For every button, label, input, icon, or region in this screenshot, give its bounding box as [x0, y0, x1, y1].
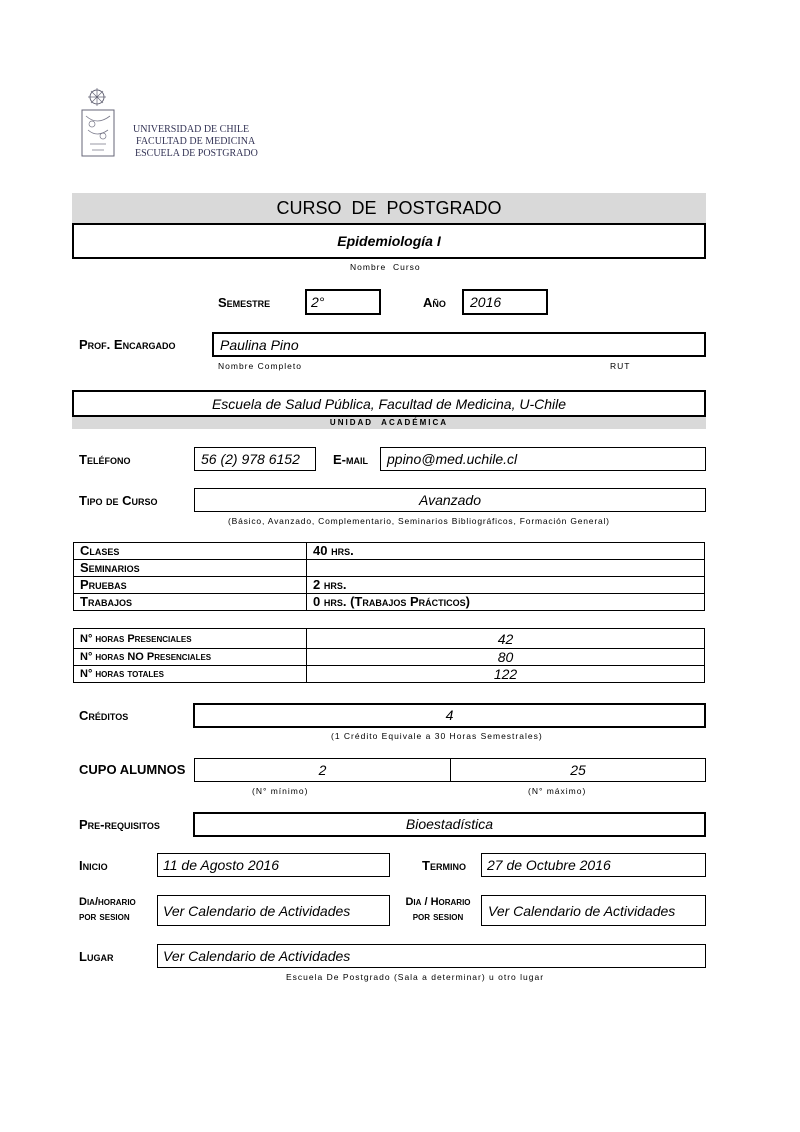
- cupo-max-field[interactable]: [450, 758, 706, 782]
- hours-value: [307, 560, 705, 577]
- anio-label: Año: [423, 295, 446, 310]
- table-row: [74, 543, 705, 560]
- tipo-field[interactable]: [194, 488, 706, 512]
- hours-value: 2 hrs.: [307, 577, 705, 594]
- totals-value: 122: [307, 666, 705, 683]
- email-field[interactable]: [380, 447, 706, 471]
- hours-totals-table: [73, 628, 705, 683]
- table-row: [74, 649, 705, 666]
- totals-label: N° horas NO Presenciales: [74, 649, 307, 666]
- inicio-value: 11 de Agosto 2016: [163, 857, 279, 873]
- unidad-field[interactable]: [72, 390, 706, 417]
- semestre-label: Semestre: [218, 295, 271, 310]
- unidad-caption-bar: [72, 417, 706, 429]
- profesor-label: Prof. Encargado: [79, 337, 176, 352]
- cupo-min-caption: (N° mínimo): [252, 786, 309, 796]
- institution-line3: ESCUELA DE POSTGRADO: [135, 148, 258, 159]
- university-seal-logo: [80, 86, 120, 162]
- inicio-label: Inicio: [79, 858, 108, 873]
- creditos-value: 4: [445, 707, 454, 723]
- cupo-max-value: 25: [570, 762, 586, 778]
- telefono-field[interactable]: [194, 447, 316, 471]
- horario1-value: Ver Calendario de Actividades: [163, 903, 351, 919]
- horario2-label: [397, 895, 479, 925]
- anio-value: 2016: [470, 294, 502, 310]
- hours-label: Seminarios: [74, 560, 307, 577]
- horario2-field[interactable]: [481, 895, 706, 926]
- tipo-value: Avanzado: [418, 492, 481, 508]
- unidad-value: Escuela de Salud Pública, Facultad de Medicina, U-Chile: [211, 396, 567, 412]
- horario1-field[interactable]: [157, 895, 390, 926]
- form-title: CURSO DE POSTGRADO: [276, 198, 502, 218]
- profesor-value: Paulina Pino: [220, 337, 299, 353]
- anio-field[interactable]: [462, 289, 548, 315]
- inicio-field[interactable]: [157, 853, 390, 877]
- prerequisitos-label: Pre-requisitos: [79, 817, 160, 832]
- telefono-label: Teléfono: [79, 452, 131, 467]
- lugar-caption: Escuela De Postgrado (Sala a determinar) u otro lugar: [286, 972, 545, 982]
- course-name-field[interactable]: [72, 223, 706, 259]
- cupo-min-value: 2: [318, 762, 327, 778]
- totals-label: N° horas totales: [74, 666, 307, 683]
- cupo-max-caption: (N° máximo): [528, 786, 587, 796]
- creditos-caption: (1 Crédito Equivale a 30 Horas Semestrales): [331, 731, 543, 741]
- creditos-field[interactable]: [193, 703, 706, 728]
- prerequisitos-field[interactable]: [193, 812, 706, 837]
- lugar-label: Lugar: [79, 949, 114, 964]
- semestre-field[interactable]: [305, 289, 381, 315]
- email-label: E-mail: [333, 452, 368, 467]
- hours-label: Clases: [74, 543, 307, 560]
- hours-breakdown-table: [73, 542, 705, 611]
- profesor-rut-caption: RUT: [610, 361, 631, 371]
- institution-name: [133, 124, 258, 160]
- tipo-label: Tipo de Curso: [79, 493, 158, 508]
- table-row: [74, 666, 705, 683]
- termino-field[interactable]: [481, 853, 706, 877]
- totals-value: 42: [307, 629, 705, 649]
- profesor-name-caption: Nombre Completo: [218, 361, 302, 371]
- cupo-label: CUPO ALUMNOS: [79, 762, 186, 777]
- horario2-value: Ver Calendario de Actividades: [488, 903, 676, 919]
- profesor-field[interactable]: [212, 332, 706, 357]
- horario2-label-line1: Dia / Horario: [405, 896, 471, 908]
- unidad-caption: UNIDAD ACADÉMICA: [329, 418, 449, 427]
- telefono-value: 56 (2) 978 6152: [201, 451, 300, 467]
- totals-label: N° horas Presenciales: [74, 629, 307, 649]
- prerequisitos-value: Bioestadística: [405, 816, 494, 832]
- hours-label: Trabajos: [74, 594, 307, 611]
- termino-value: 27 de Octubre 2016: [487, 857, 611, 873]
- semestre-value: 2°: [311, 294, 325, 310]
- horario1-label: [79, 895, 136, 925]
- course-name-caption: Nombre Curso: [350, 262, 421, 272]
- institution-line1: UNIVERSIDAD DE CHILE: [133, 124, 250, 135]
- lugar-field[interactable]: [157, 944, 706, 968]
- hours-value: 0 hrs. (Trabajos Prácticos): [307, 594, 705, 611]
- horario1-label-line2: por sesion: [79, 911, 130, 923]
- hours-label: Pruebas: [74, 577, 307, 594]
- table-row: [74, 560, 705, 577]
- table-row: [74, 629, 705, 649]
- table-row: [74, 594, 705, 611]
- hours-value: 40 hrs.: [307, 543, 705, 560]
- creditos-label: Créditos: [79, 708, 129, 723]
- course-name-value: Epidemiología I: [337, 233, 441, 249]
- cupo-min-field[interactable]: [194, 758, 451, 782]
- termino-label: Termino: [422, 858, 466, 873]
- horario2-label-line2: por sesion: [412, 911, 464, 923]
- form-title-bar: [72, 193, 706, 223]
- totals-value: 80: [307, 649, 705, 666]
- email-value: ppino@med.uchile.cl: [387, 451, 518, 467]
- institution-line2: FACULTAD DE MEDICINA: [136, 136, 256, 147]
- horario1-label-line1: Dia/horario: [79, 896, 136, 908]
- table-row: [74, 577, 705, 594]
- tipo-caption: (Básico, Avanzado, Complementario, Seminarios Bibliográficos, Formación General): [228, 516, 610, 526]
- lugar-value: Ver Calendario de Actividades: [163, 948, 351, 964]
